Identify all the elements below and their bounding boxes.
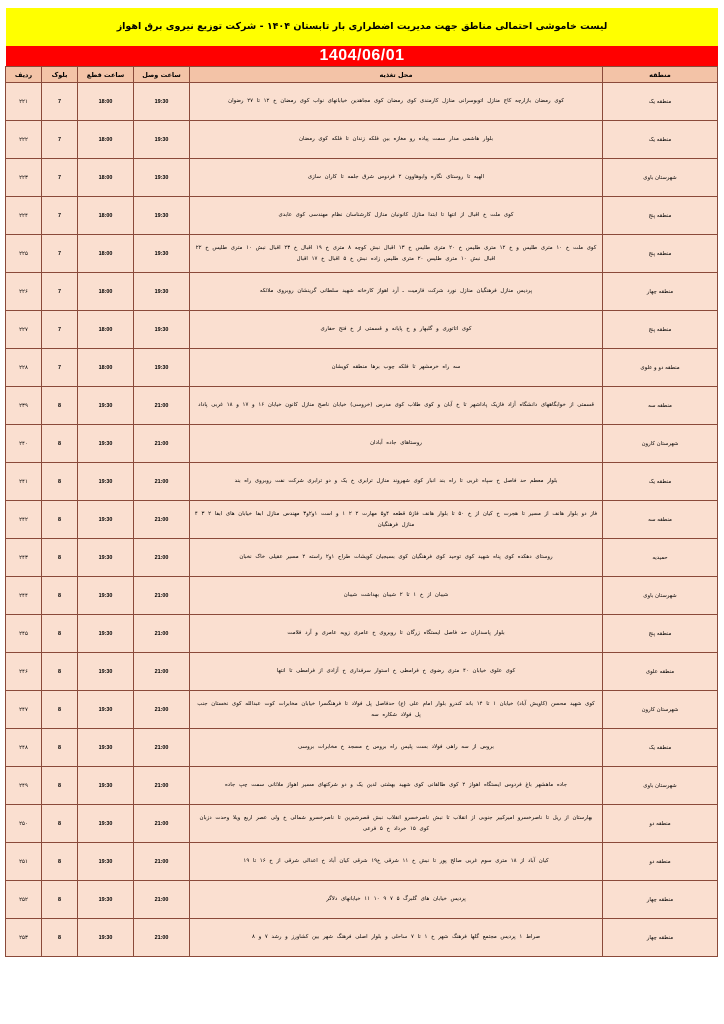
cell-on-time: 21:00 (134, 463, 190, 501)
cell-region: منطقه سه (603, 501, 718, 539)
cell-on-time: 21:00 (134, 805, 190, 843)
cell-block: 7 (42, 121, 78, 159)
cell-place: کوی شهید محسن (کاویش آباد) خیابان ۱ تا ۱۴ باند کندرو بلوار امام علی (ع) حدفاصل پل فولاد تا فرهنگسرا خیابان مخابرات کوت عبدالله کوی نخستان جنب پل فولاد شکاره سه (190, 691, 603, 729)
cell-off-time: 19:30 (78, 387, 134, 425)
cell-off-time: 18:00 (78, 349, 134, 387)
cell-on-time: 19:30 (134, 235, 190, 273)
cell-off-time: 18:00 (78, 235, 134, 273)
cell-on-time: 21:00 (134, 729, 190, 767)
cell-place: پردیس منازل فرهنگیان منازل نورد شرکت فارمیت ـ آرد اهواز کارخانه شهید سلطانی گرینشان روبروی ملائکه (190, 273, 603, 311)
cell-place: کوی رمضان بازارچه کاج منازل اتوبوسرانی منازل کارمندی کوی رمضان کوی مجاهدین خیابانهای نواب کوی رمضان خ ۱۲ تا ۲۷ رضوان (190, 83, 603, 121)
cell-region: منطقه یک (603, 121, 718, 159)
table-row (6, 501, 718, 539)
cell-block: 8 (42, 767, 78, 805)
cell-on-time: 21:00 (134, 653, 190, 691)
cell-block: 7 (42, 159, 78, 197)
cell-off-time: 18:00 (78, 121, 134, 159)
cell-region: منطقه یک (603, 729, 718, 767)
table-row (6, 235, 718, 273)
cell-on-time: 21:00 (134, 387, 190, 425)
cell-region: منطقه چهار (603, 919, 718, 957)
cell-region: شهرستان باوی (603, 577, 718, 615)
cell-block: 7 (42, 83, 78, 121)
cell-radif: ۲۲۲ (6, 121, 42, 159)
cell-off-time: 18:00 (78, 159, 134, 197)
cell-on-time: 19:30 (134, 273, 190, 311)
cell-region: منطقه پنج (603, 235, 718, 273)
cell-place: شیبان از خ ۱ تا ۲ شیبان بهداشت شیبان (190, 577, 603, 615)
table-row (6, 197, 718, 235)
cell-on-time: 21:00 (134, 501, 190, 539)
cell-radif: ۲۴۹ (6, 767, 42, 805)
cell-radif: ۲۴۰ (6, 425, 42, 463)
table-header-row (6, 67, 718, 83)
cell-block: 8 (42, 615, 78, 653)
cell-block: 8 (42, 539, 78, 577)
cell-place: صراط ۱ پردیس مجتمع گلها فرهنگ شهر خ ۱ تا ۷ ساحلی و بلوار اصلی فرهنگ شهر بین کشاورز و رشد ۷ و ۸ (190, 919, 603, 957)
cell-place: بلوار هاشمی مدار سمت پیاده رو مغازه بین فلکه زندان تا فلکه کوی رمضان (190, 121, 603, 159)
cell-radif: ۲۴۴ (6, 577, 42, 615)
cell-off-time: 19:30 (78, 463, 134, 501)
cell-on-time: 19:30 (134, 349, 190, 387)
column-header-off-time: ساعت قطع (78, 67, 134, 83)
cell-place: بلوار معطم حد فاصل خ سپاه غربی تا راه بند انبار کوی شهروند منازل ترابری خ یک و دو ترابری شرکت نفت روبروی راه بند (190, 463, 603, 501)
cell-region: حمیدیه (603, 539, 718, 577)
cell-block: 8 (42, 653, 78, 691)
cell-region: منطقه سه (603, 387, 718, 425)
table-row (6, 615, 718, 653)
cell-off-time: 19:30 (78, 881, 134, 919)
column-header-radif: ردیف (6, 67, 42, 83)
cell-on-time: 21:00 (134, 843, 190, 881)
cell-block: 8 (42, 729, 78, 767)
cell-region: شهرستان باوی (603, 159, 718, 197)
table-row (6, 121, 718, 159)
table-row (6, 425, 718, 463)
cell-region: منطقه پنج (603, 615, 718, 653)
cell-off-time: 19:30 (78, 577, 134, 615)
cell-region: منطقه چهار (603, 273, 718, 311)
table-row (6, 311, 718, 349)
table-row (6, 881, 718, 919)
table-row (6, 805, 718, 843)
cell-radif: ۲۵۱ (6, 843, 42, 881)
cell-region: منطقه یک (603, 463, 718, 501)
column-header-region: منطقه (603, 67, 718, 83)
cell-on-time: 19:30 (134, 83, 190, 121)
table-row (6, 387, 718, 425)
cell-region: شهرستان کارون (603, 425, 718, 463)
cell-on-time: 21:00 (134, 691, 190, 729)
cell-block: 8 (42, 501, 78, 539)
cell-place: بهارستان از ریل تا ناصرخسرو امیرکبیر جنوبی از انقلاب تا نبش ناصرخسرو انقلاب نبش قصرشیرین تا ناصرخسرو شمالی خ ولی عصر اربع ویلا وحدت دزبان کوی ۱۵ خرداد خ ۵ فرعی (190, 805, 603, 843)
cell-radif: ۲۴۸ (6, 729, 42, 767)
table-body (6, 83, 718, 957)
cell-off-time: 18:00 (78, 197, 134, 235)
cell-region: منطقه چهار (603, 881, 718, 919)
cell-radif: ۲۵۰ (6, 805, 42, 843)
cell-radif: ۲۴۷ (6, 691, 42, 729)
cell-region: منطقه دو (603, 805, 718, 843)
cell-place: جاده ماهشهر باغ فردوس ایستگاه اهواز ۲ کوی طالقانی کوی شهید بهشتی لدین یک و دو شرکتهای مسیر اهواز ملاثانی سمت چپ جاده (190, 767, 603, 805)
cell-off-time: 19:30 (78, 843, 134, 881)
cell-off-time: 19:30 (78, 539, 134, 577)
cell-radif: ۲۴۵ (6, 615, 42, 653)
cell-off-time: 18:00 (78, 273, 134, 311)
cell-on-time: 21:00 (134, 577, 190, 615)
cell-block: 8 (42, 805, 78, 843)
cell-radif: ۲۵۳ (6, 919, 42, 957)
cell-place: سه راه خرمشهر تا فلکه چوب برها منطقه کویشان (190, 349, 603, 387)
cell-block: 8 (42, 577, 78, 615)
cell-block: 7 (42, 235, 78, 273)
table-row (6, 843, 718, 881)
cell-radif: ۲۲۳ (6, 159, 42, 197)
page-title: لیست خاموشی احتمالی مناطق جهت مدیریت اضطراری بار تابستان ۱۴۰۴ - شرکت توزیع نیروی برق اهواز (6, 8, 718, 46)
table-header (6, 67, 718, 83)
cell-region: منطقه دو و علوی (603, 349, 718, 387)
cell-radif: ۲۴۶ (6, 653, 42, 691)
cell-place: کوی اتاتوری و گلبهار و خ پایانه و قسمتی از خ فتح حفاری (190, 311, 603, 349)
cell-region: منطقه علوی (603, 653, 718, 691)
cell-place: کوی علوی خیابان ۴۰ متری رضوی خ فرامطی خ استوار سرفداری خ آزادی از فرامطی تا انتها (190, 653, 603, 691)
cell-place: روستاهای جاده آبادان (190, 425, 603, 463)
table-row (6, 83, 718, 121)
cell-place: کوی ملت خ اقبال از انتها تا ابتدا منازل کانونیان منازل کارشناسان نظام مهندسی کوی عابدی (190, 197, 603, 235)
cell-place: الهیه تا روستای نگاره وابوهاوون ۲ فردوس شرق جلمه تا کاران سازی (190, 159, 603, 197)
cell-radif: ۲۲۴ (6, 197, 42, 235)
cell-off-time: 19:30 (78, 767, 134, 805)
cell-on-time: 21:00 (134, 425, 190, 463)
cell-on-time: 21:00 (134, 919, 190, 957)
cell-off-time: 19:30 (78, 501, 134, 539)
cell-radif: ۲۲۸ (6, 349, 42, 387)
cell-region: شهرستان کارون (603, 691, 718, 729)
cell-on-time: 21:00 (134, 539, 190, 577)
cell-place: روستای دهکده کوی پناه شهید کوی توحید کوی فرهنگیان کوی بسیجیان کویشات طراح ۱و۲ راسته ۲ مسیر عقیلی خاک نخبان (190, 539, 603, 577)
cell-block: 8 (42, 919, 78, 957)
cell-block: 8 (42, 425, 78, 463)
cell-place: پردیس خیابان های گلبرگ ۵ ۷ ۹ ۱۰ ۱۱ خیابانهای دلاگر (190, 881, 603, 919)
cell-region: منطقه پنج (603, 311, 718, 349)
table-row (6, 729, 718, 767)
outage-table (5, 66, 718, 957)
cell-off-time: 19:30 (78, 691, 134, 729)
cell-on-time: 21:00 (134, 615, 190, 653)
cell-radif: ۲۴۳ (6, 539, 42, 577)
cell-radif: ۲۲۵ (6, 235, 42, 273)
cell-off-time: 19:30 (78, 805, 134, 843)
page-footer-space (6, 957, 718, 1017)
table-row (6, 919, 718, 957)
table-row (6, 159, 718, 197)
table-row (6, 349, 718, 387)
cell-radif: ۲۲۱ (6, 83, 42, 121)
table-row (6, 463, 718, 501)
table-row (6, 273, 718, 311)
cell-radif: ۲۵۲ (6, 881, 42, 919)
cell-block: 7 (42, 197, 78, 235)
table-row (6, 539, 718, 577)
column-header-block: بلوک (42, 67, 78, 83)
table-row (6, 691, 718, 729)
table-row (6, 653, 718, 691)
cell-radif: ۲۴۱ (6, 463, 42, 501)
cell-off-time: 18:00 (78, 83, 134, 121)
cell-on-time: 21:00 (134, 881, 190, 919)
cell-on-time: 19:30 (134, 311, 190, 349)
cell-radif: ۲۴۲ (6, 501, 42, 539)
cell-off-time: 19:30 (78, 615, 134, 653)
cell-block: 8 (42, 843, 78, 881)
cell-off-time: 19:30 (78, 653, 134, 691)
cell-region: منطقه پنج (603, 197, 718, 235)
cell-place: قسمتی از خوابگاههای دانشگاه آزاد فازیک پاداشهر تا خ آبان و کوی طلاب کوی مدرس (خروسی) خیابان ناصح منازل کانون خیابان ۱۶ و ۱۷ و ۱۸ غربی پاداد (190, 387, 603, 425)
cell-off-time: 19:30 (78, 425, 134, 463)
cell-on-time: 19:30 (134, 197, 190, 235)
cell-off-time: 18:00 (78, 311, 134, 349)
column-header-place: محل تغذیه (190, 67, 603, 83)
cell-block: 7 (42, 349, 78, 387)
cell-block: 8 (42, 881, 78, 919)
cell-place: فاز دو بلوار هانف از مسیر تا هجرت خ کیان از خ ۵۰ تا بلوار هانف فاز۵ قطعه ۴و۵ مهارت ۲ ۲ ۱ و است ۱و۲و۳ مهندس منازل ابفا خیابان های ابفا ۲ ۳ ۴ منازل فرهنگیان (190, 501, 603, 539)
cell-block: 7 (42, 311, 78, 349)
cell-place: کوی ملت خ ۱۰ متری طلیس و خ ۱۲ متری طلیس خ ۲۰ متری طلیس خ ۱۳ اقبال نبش کوچه ۸ متری خ ۱۹ اقبال خ ۲۳ اقبال نبش ۱۰ متری طلیس خ ۲۲ اقبال نبش ۱۰ متری طلیس ۲۰ متری طلیس زاده نبش خ ۵ اقبال خ ۱۷ اقبال (190, 235, 603, 273)
cell-radif: ۲۲۶ (6, 273, 42, 311)
column-header-on-time: ساعت وصل (134, 67, 190, 83)
cell-radif: ۲۳۹ (6, 387, 42, 425)
cell-block: 7 (42, 273, 78, 311)
cell-region: منطقه دو (603, 843, 718, 881)
cell-place: بلوار پاسداران حد فاصل ایستگاه زرگان تا روبروی خ عامری زویه عامری و آرد فلامت (190, 615, 603, 653)
cell-region: منطقه یک (603, 83, 718, 121)
cell-place: بروس از سه راهی فولاد بست پلیس راه بروس خ مسجد خ مخابرات بروسی (190, 729, 603, 767)
cell-block: 8 (42, 691, 78, 729)
table-row (6, 577, 718, 615)
cell-radif: ۲۲۷ (6, 311, 42, 349)
cell-region: شهرستان باوی (603, 767, 718, 805)
cell-place: کیان آباد از ۱۸ متری سوم غربی صالح پور تا نبش خ ۱۱ شرقی خ۱۹ شرقی کیان آباد خ اعدالی شرقی از خ ۱۶ تا ۱۹ (190, 843, 603, 881)
cell-on-time: 21:00 (134, 767, 190, 805)
cell-on-time: 19:30 (134, 159, 190, 197)
cell-off-time: 19:30 (78, 919, 134, 957)
cell-block: 8 (42, 387, 78, 425)
cell-off-time: 19:30 (78, 729, 134, 767)
schedule-date: 1404/06/01 (6, 46, 718, 66)
table-row (6, 767, 718, 805)
cell-on-time: 19:30 (134, 121, 190, 159)
cell-block: 8 (42, 463, 78, 501)
